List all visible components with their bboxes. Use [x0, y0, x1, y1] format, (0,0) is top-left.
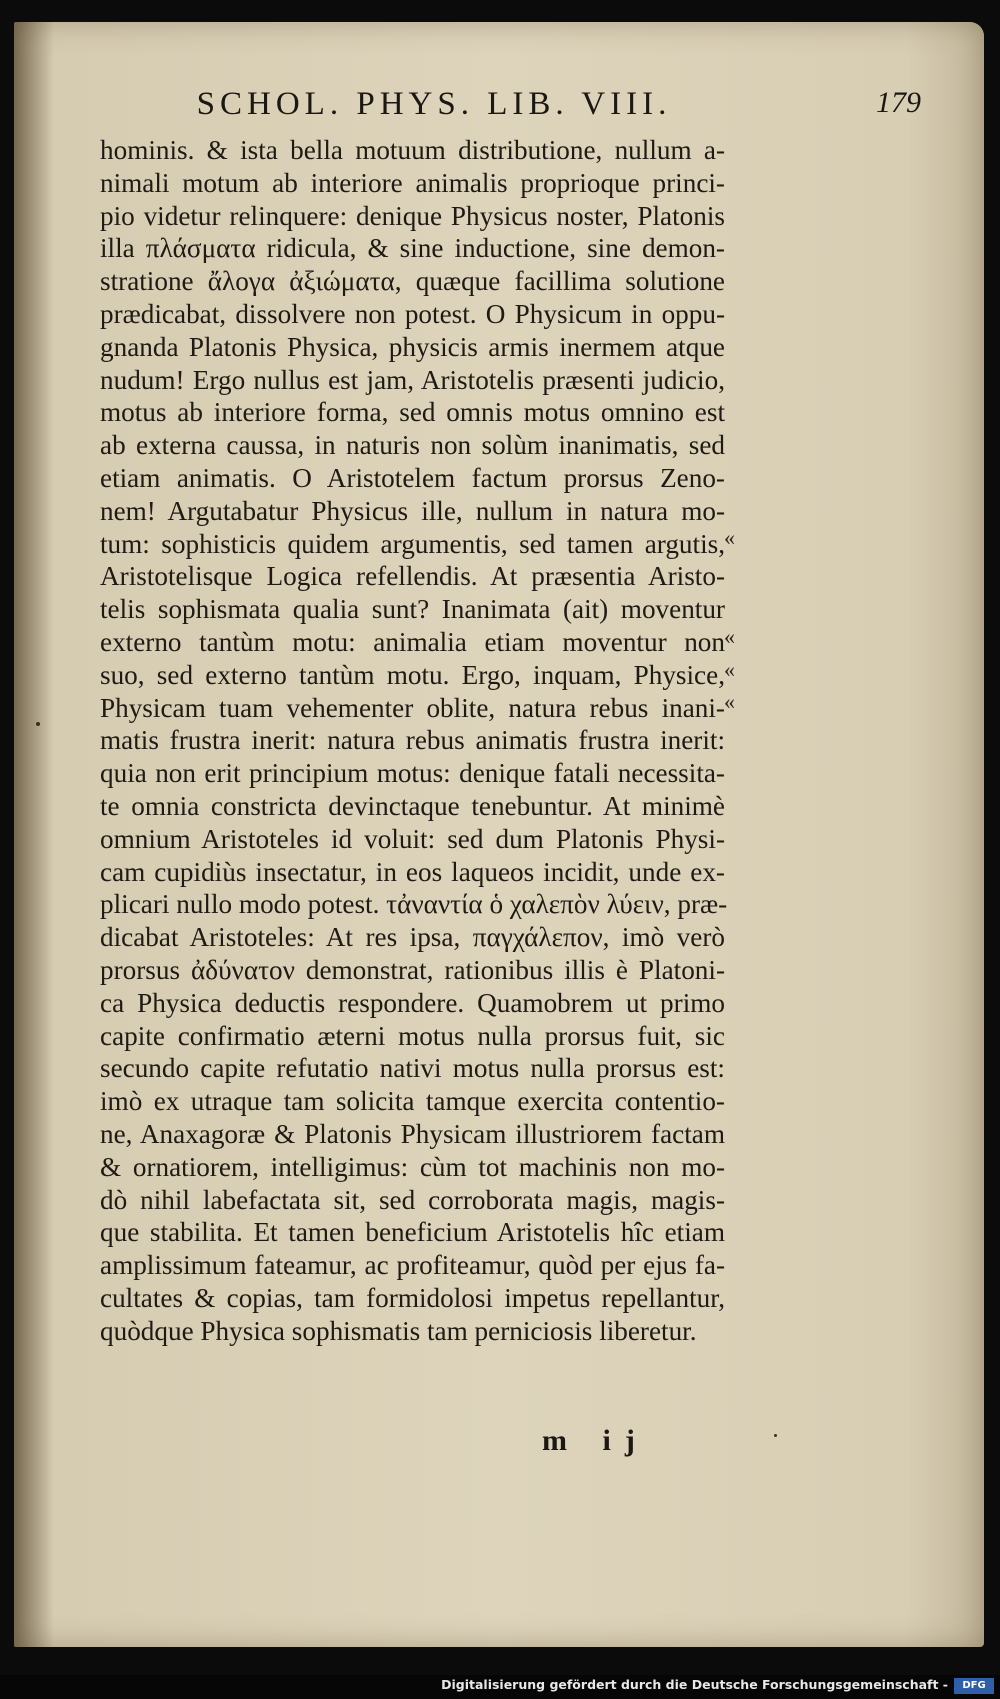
paper-speck — [36, 722, 40, 726]
text-line: ab externa caussa, in naturis non solùm inanimatis, sed — [100, 430, 725, 461]
text-line: ca Physica deductis respondere. Quamobrem ut primo — [100, 987, 725, 1018]
text-line: capite confirmatio æterni motus nulla prorsus fuit, sic — [100, 1020, 725, 1051]
text-line: plicari nullo modo potest. τἀναντία ὁ χαλεπὸν λύειν, præ- — [100, 889, 728, 920]
text-line: motus ab interiore forma, sed omnis motus omnino est — [100, 397, 725, 428]
text-line: tum: sophisticis quidem argumentis, sed tamen argutis, — [100, 528, 725, 559]
text-line: que stabilita. Et tamen beneficium Aristotelis hîc etiam — [100, 1217, 725, 1248]
text-line: amplissimum fateamur, ac profiteamur, quòd per ejus fa- — [100, 1250, 725, 1281]
text-line: hominis. & ista bella motuum distributione, nullum a- — [100, 135, 725, 165]
text-line: nem! Argutabatur Physicus ille, nullum in natura mo- — [100, 495, 725, 526]
text-line: prorsus ἀδύνατον demonstrat, rationibus illis è Platoni- — [100, 954, 725, 985]
text-line: & ornatiorem, intelligimus: cùm tot machinis non mo- — [100, 1151, 725, 1182]
text-line: Physicam tuam vehementer oblite, natura rebus inani- — [100, 692, 725, 723]
text-line: nimali motum ab interiore animalis proprioque princi- — [100, 167, 725, 198]
text-line: externo tantùm motu: animalia etiam moventur non — [100, 626, 725, 657]
text-line: quòdque Physica sophismatis tam perniciosis liberetur. — [100, 1315, 697, 1346]
text-line: illa πλάσματα ridicula, & sine inductione, sine demon- — [100, 233, 725, 264]
text-line: cam cupidiùs insectatur, in eos laqueos incidit, unde ex- — [100, 856, 725, 887]
text-line: matis frustra inerit: natura rebus animatis frustra inerit: — [100, 725, 725, 756]
text-line: ne, Anaxagoræ & Platonis Physicam illustriorem factam — [100, 1118, 725, 1149]
text-line: stratione ἄλογα ἀξιώματα, quæque facillima solutione — [100, 266, 725, 297]
text-line: quia non erit principium motus: denique fatali necessita- — [100, 758, 725, 789]
text-line: nudum! Ergo nullus est jam, Aristotelis præsenti judicio, — [100, 364, 725, 395]
page-number: 179 — [876, 86, 921, 119]
margin-quote-mark: « — [724, 624, 735, 649]
funding-credit: Digitalisierung gefördert durch die Deutsche Forschungsgemeinschaft - — [441, 1677, 948, 1692]
quotation-marks-margin — [724, 22, 764, 1647]
text-line: telis sophismata qualia sunt? Inanimata (ait) moventur — [100, 594, 725, 625]
text-line: etiam animatis. O Aristotelem factum prorsus Zeno- — [100, 462, 725, 493]
margin-quote-mark: « — [724, 657, 735, 682]
paper-speck — [774, 1434, 777, 1437]
text-line: dò nihil labefactata sit, sed corroborata magis, magis- — [100, 1184, 725, 1215]
text-line: prædicabat, dissolvere non potest. O Physicum in oppu- — [100, 298, 725, 329]
running-head: SCHOL. PHYS. LIB. VIII. — [196, 86, 672, 122]
margin-quote-mark: « — [724, 689, 735, 714]
text-line: cultates & copias, tam formidolosi impetus repellantur, — [100, 1282, 725, 1313]
text-line: imò ex utraque tam solicita tamque exercita contentio- — [100, 1086, 725, 1117]
text-line: gnanda Platonis Physica, physicis armis inermem atque — [100, 331, 725, 362]
body-text — [100, 134, 728, 1347]
text-line: Aristotelisque Logica refellendis. At præsentia Aristo- — [100, 561, 725, 592]
signature-mark: m ij — [542, 1424, 649, 1457]
text-line: dicabat Aristoteles: At res ipsa, παγχάλεπον, imò verò — [100, 922, 725, 953]
text-line: te omnia constricta devinctaque tenebuntur. At minimè — [100, 790, 725, 821]
text-line: pio videtur relinquere: denique Physicus noster, Platonis — [100, 200, 725, 231]
margin-quote-mark: « — [724, 525, 735, 550]
text-line: suo, sed externo tantùm motu. Ergo, inquam, Physice, — [100, 659, 725, 690]
dfg-logo: DFG — [954, 1678, 994, 1694]
book-page — [14, 22, 984, 1647]
text-line: omnium Aristoteles id voluit: sed dum Platonis Physi- — [100, 823, 725, 854]
footer-bar — [0, 1675, 1000, 1699]
text-line: secundo capite refutatio nativi motus nulla prorsus est: — [100, 1053, 725, 1084]
gutter-shadow — [14, 22, 54, 1647]
